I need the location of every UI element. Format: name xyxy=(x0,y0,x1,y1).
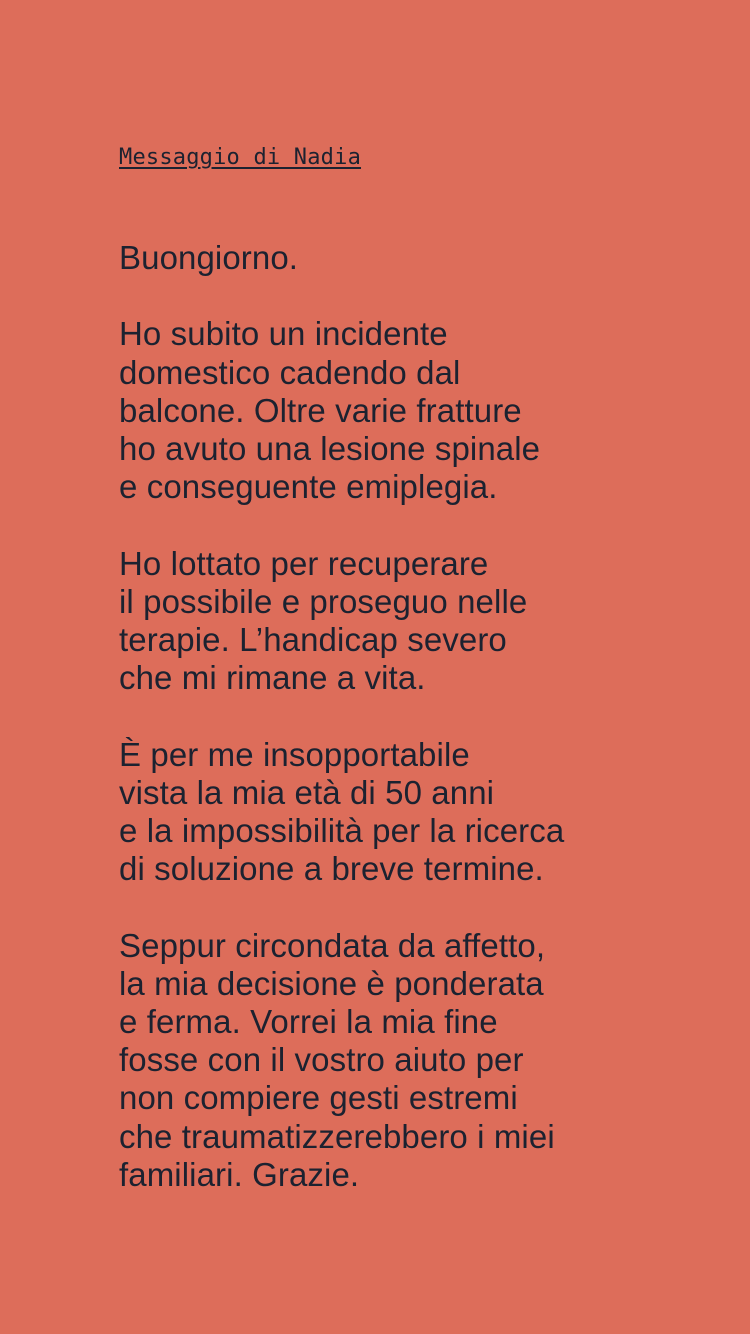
message-paragraph xyxy=(119,315,690,506)
message-body xyxy=(119,239,690,1194)
message-line: che mi rimane a vita. xyxy=(119,659,426,697)
message-line: vista la mia età di 50 anni xyxy=(119,773,495,811)
message-paragraph xyxy=(119,239,690,277)
message-line: terapie. L’handicap severo xyxy=(119,621,507,658)
message-paragraph xyxy=(119,927,690,1194)
message-line: Seppur circondata da affetto, xyxy=(119,926,546,964)
message-line: di soluzione a breve termine. xyxy=(119,850,544,888)
message-author-link[interactable]: Messaggio di Nadia xyxy=(119,145,362,170)
message-line: fosse con il vostro aiuto per xyxy=(119,1041,524,1079)
message-line: e conseguente emiplegia. xyxy=(119,468,498,506)
message-line: e ferma. Vorrei la mia fine xyxy=(119,1003,498,1040)
message-line: È per me insopportabile xyxy=(119,735,470,773)
message-line: ho avuto una lesione spinale xyxy=(119,430,541,467)
message-paragraph xyxy=(119,736,690,889)
message-line: Ho lottato per recuperare xyxy=(119,544,489,582)
message-line: Ho subito un incidente xyxy=(119,315,448,353)
message-line: e la impossibilità per la ricerca xyxy=(119,812,565,849)
message-line: familiari. Grazie. xyxy=(119,1155,360,1193)
message-line: che traumatizzerebbero i miei xyxy=(119,1117,555,1155)
message-line: balcone. Oltre varie fratture xyxy=(119,391,522,429)
message-line: la mia decisione è ponderata xyxy=(119,964,544,1002)
message-line: Buongiorno. xyxy=(119,239,299,276)
message-line: domestico cadendo dal xyxy=(119,353,461,391)
message-line: il possibile e proseguo nelle xyxy=(119,582,528,620)
message-paragraph xyxy=(119,545,690,698)
message-line: non compiere gesti estremi xyxy=(119,1079,518,1117)
